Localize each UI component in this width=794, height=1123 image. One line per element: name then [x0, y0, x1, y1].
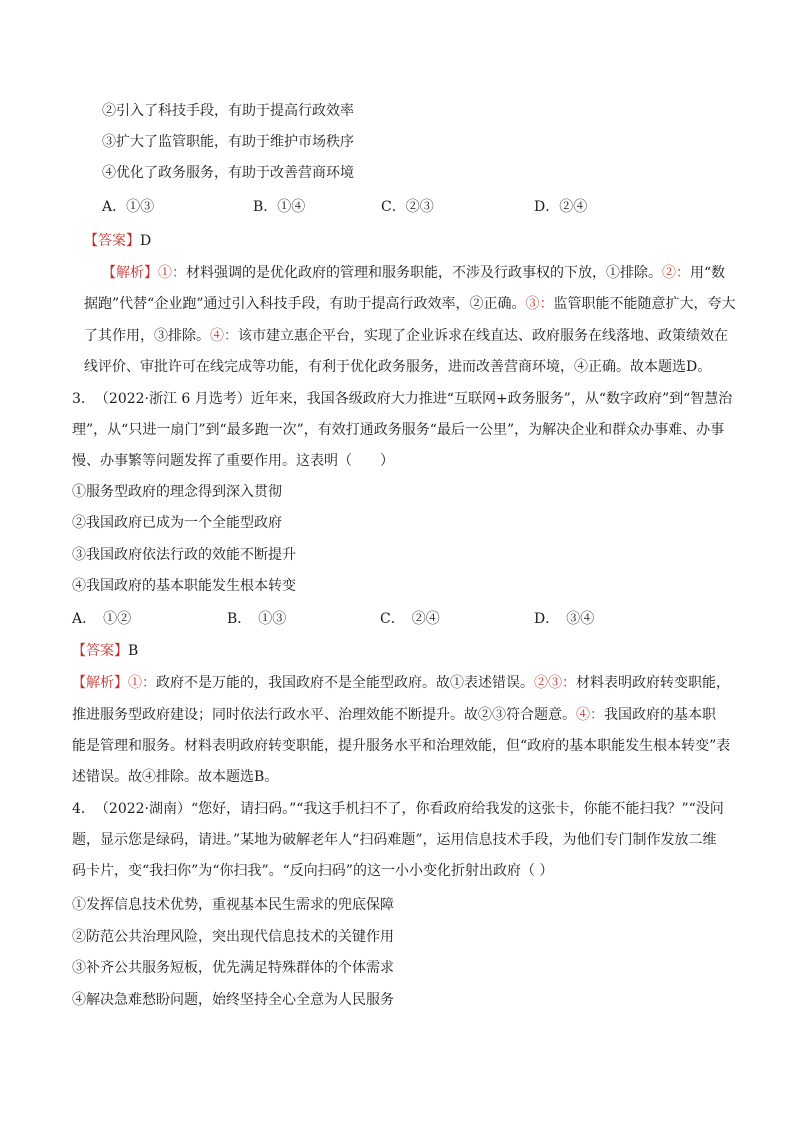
q2-answer-label: 【答案】	[84, 233, 140, 249]
q2-analysis-line-3	[84, 326, 728, 346]
q3-analysis-text: 述错误。故④排除。故本题选B。	[72, 769, 279, 785]
q3-analysis-line-2	[72, 705, 716, 725]
q3-stem-line-1: 3． （2022·浙江 6 月选考）近年来，我国各级政府大力推进“互联网+政务服务”，从“数字政府”到“智慧治	[72, 391, 733, 407]
q4-stem-line-3: 码卡片，变“我扫你”为“你扫我”。“反向扫码”的这一小小变化折射出政府（ ）	[72, 863, 554, 879]
q2-analysis-text: 据跑”代替“企业跑”通过引入科技手段，有助于提高行政效率，②正确。	[84, 296, 526, 312]
q2-analysis-line-2	[84, 294, 735, 314]
q2-statement-4: ④优化了政务服务，有助于改善营商环境	[102, 165, 354, 181]
q3-analysis-ref: ④：	[576, 707, 604, 723]
q4-stem-line-1: 4． （2022·湖南）“您好，请扫码。”“我这手机扫不了，你看政府给我发的这张卡，你能不能扫我？”“没问	[72, 801, 724, 817]
q3-analysis-text: 材料表明政府转变职能，	[576, 675, 730, 691]
q2-statement-3: ③扩大了监管职能，有助于维护市场秩序	[102, 134, 354, 150]
q3-stem-line-3: 慢、办事繁等问题发挥了重要作用。这表明（ ）	[72, 453, 394, 469]
q3-option-d: D． ③④	[534, 611, 595, 627]
q2-statement-2: ②引入了科技手段，有助于提高行政效率	[102, 103, 354, 119]
q2-analysis-text: 线评价、审批许可在线完成等功能，有利于优化政务服务，进而改善营商环境，④正确。故本题选D。	[84, 359, 712, 375]
q2-analysis-text: 该市建立惠企平台，实现了企业诉求在线直达、政府服务在线落地、政策绩效在	[238, 328, 728, 344]
q3-statement-2: ②我国政府已成为一个全能型政府	[72, 515, 282, 531]
q4-stem-line-2: 题，显示您是绿码，请进。”某地为破解老年人“扫码难题”，运用信息技术手段，为他们专门制作发放二维	[72, 832, 717, 848]
q3-analysis-line-4	[72, 767, 278, 787]
q3-answer-label: 【答案】	[72, 643, 128, 659]
q2-analysis-text: 用“数	[690, 265, 726, 281]
q3-option-a: A． ①②	[72, 611, 132, 627]
q2-analysis-text: 监管职能不能随意扩大，夸大	[553, 296, 736, 312]
q2-analysis-ref: ③：	[525, 296, 554, 312]
q2-analysis-ref: ④：	[210, 328, 238, 344]
q2-option-b: B．①④	[253, 199, 306, 215]
q3-analysis-ref: ②③：	[534, 675, 576, 691]
q3-answer	[72, 641, 138, 661]
q2-analysis-label: 【解析】	[102, 265, 158, 281]
q3-analysis-label: 【解析】	[72, 675, 128, 691]
q3-statement-3: ③我国政府依法行政的效能不断提升	[72, 547, 296, 563]
q3-statement-1: ①服务型政府的理念得到深入贯彻	[72, 484, 282, 500]
q2-analysis-line-1	[102, 263, 725, 283]
q2-option-a: A．①③	[102, 199, 155, 215]
q4-statement-2: ②防范公共治理风险，突出现代信息技术的关键作用	[72, 929, 394, 945]
q2-analysis-text: 了其作用，③排除。	[84, 328, 210, 344]
q2-answer-value: D	[140, 233, 152, 249]
q4-statement-1: ①发挥信息技术优势，重视基本民生需求的兜底保障	[72, 897, 394, 913]
q3-analysis-text: 我国政府的基本职	[604, 707, 716, 723]
q3-analysis-text: 推进服务型政府建设；同时依法行政水平、治理效能不断提升。故②③符合题意。	[72, 707, 576, 723]
q2-answer	[84, 231, 151, 251]
q3-statement-4: ④我国政府的基本职能发生根本转变	[72, 578, 296, 594]
q2-option-c: C．②③	[381, 199, 434, 215]
q3-stem-line-2: 理”，从“只进一扇门”到“最多跑一次”，有效打通政务服务“最后一公里”，为解决企业和群众办事难、办事	[72, 422, 725, 438]
q3-answer-value: B	[128, 643, 139, 659]
q3-analysis-text: 政府不是万能的，我国政府不是全能型政府。故①表述错误。	[156, 675, 534, 691]
q3-analysis-line-3	[72, 736, 730, 756]
q3-analysis-line-1	[72, 673, 730, 693]
q3-option-b: B． ①③	[227, 611, 287, 627]
q2-analysis-ref: ②：	[662, 265, 690, 281]
q2-option-d: D．②④	[534, 199, 588, 215]
q2-analysis-ref: ①：	[158, 265, 186, 281]
q4-statement-3: ③补齐公共服务短板，优先满足特殊群体的个体需求	[72, 960, 394, 976]
q4-statement-4: ④解决急难愁盼问题，始终坚持全心全意为人民服务	[72, 992, 394, 1008]
q2-analysis-text: 材料强调的是优化政府的管理和服务职能，不涉及行政事权的下放，①排除。	[186, 265, 662, 281]
q3-option-c: C． ②④	[380, 611, 440, 627]
q3-analysis-ref: ①：	[128, 675, 156, 691]
q2-analysis-line-4	[84, 357, 711, 377]
q3-analysis-text: 能是管理和服务。材料表明政府转变职能，提升服务水平和治理效能，但“政府的基本职能发生根本转变”表	[72, 738, 731, 754]
